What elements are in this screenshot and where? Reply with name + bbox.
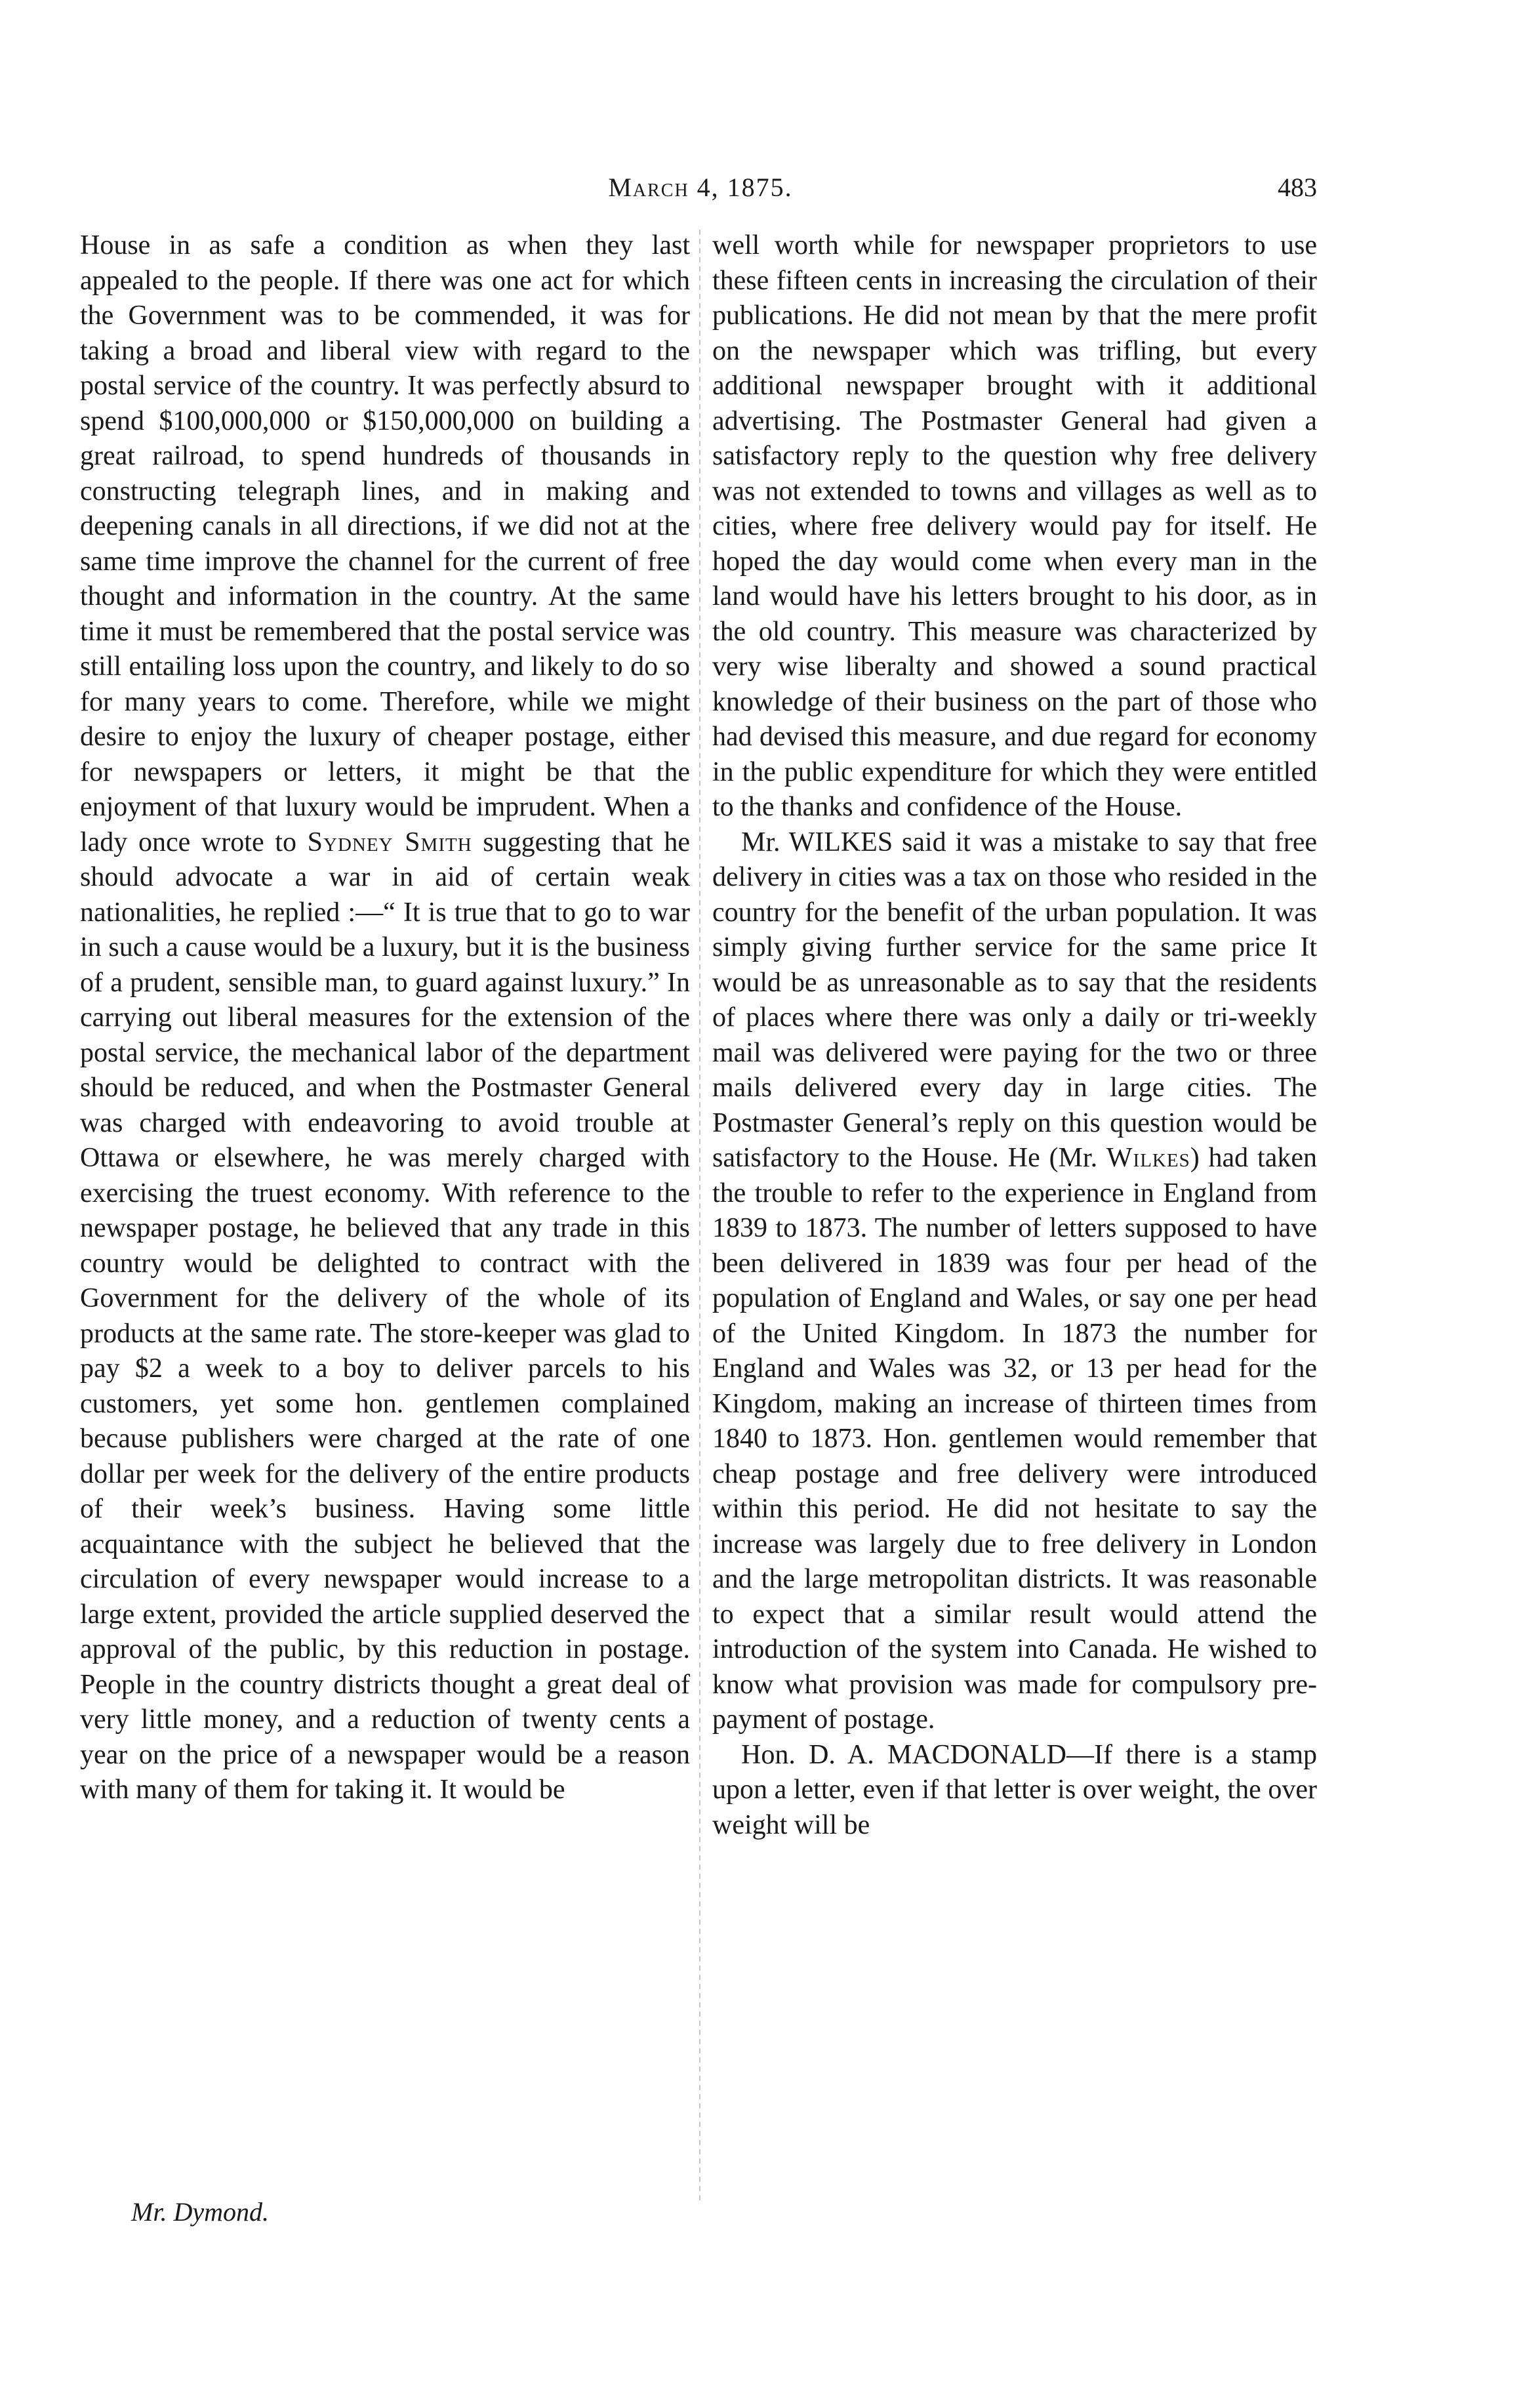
paragraph: well worth while for newspaper proprietors to use these fifteen cents in increasing the circulation of their publications. He did not mean by that the mere profit on the newspaper which was trifling, but every additional newspaper brought with it additional advertising. The Postmaster General had given a satisfactory reply to the question why free delivery was not extended to towns and villages as well as to cities, where free delivery would pay for itself. He hoped the day would come when every man in the land would have his letters brought to his door, as in the old country. This measure was characterized by very wise liberalty and showed a sound practical knowledge of their business on the part of those who had devised this measure, and due regard for economy in the public expenditure for which they were entitled to the thanks and confidence of the House. — [712, 230, 1317, 822]
page-header — [84, 172, 1317, 211]
right-column — [712, 228, 1317, 1843]
paragraph: Hon. D. A. MACDONALD—If there is a stamp upon a letter, even if that letter is over weight, the over weight will be — [712, 1739, 1317, 1840]
paragraph — [80, 228, 690, 1808]
speaker-name: Wilkes — [1106, 1143, 1190, 1173]
running-speaker-footer: Mr. Dymond. — [131, 2197, 269, 2227]
header-date: March 4, 1875. — [608, 173, 793, 202]
paragraph-text: Mr. WILKES said it was a mistake to say that free delivery in cities was a tax on those who resided in the country for the benefit of the urban population. It was simply giving further service for the same price It would be as unreasonable as to say that the residents of places where there was only a daily or tri-weekly mail was delivered were paying for the two or three mails delivered every day in large cities. The Postmaster General’s reply on this question would be satisfactory to the House. He (Mr. — [712, 827, 1317, 1173]
speaker-name: Sydney Smith — [307, 827, 472, 857]
page-number: 483 — [1278, 173, 1317, 202]
paragraph-text: suggesting that he should advocate a war in aid of certain weak nationalities, he replied :—“ It is true that to go to war in such a cause would be a luxury, but it is the business of a prudent, sensible man, to guard against luxury.” In carrying out liberal measures for the extension of the postal service, the mechanical labor of the department should be reduced, and when the Postmaster General was charged with endeavoring to avoid trouble at Ottawa or elsewhere, he was merely charged with exercising the truest economy. With reference to the newspaper postage, he believed that any trade in this country would be delighted to contract with the Government for the delivery of the whole of its products at the same rate. The store-keeper was glad to pay $2 a week to a boy to deliver parcels to his customers, yet some hon. gentlemen complained because publishers were charged at the rate of one dollar per week for the delivery of the entire products of their week’s business. Having some little acquaintance with the subject he believed that the circulation of every newspaper would increase to a large extent, provided the article supplied deserved the approval of the public, by this reduction in postage. People in the country districts thought a great deal of very little money, and a reduction of twenty cents a year on the price of a newspaper would be a reason with many of them for taking it. It would be — [80, 827, 690, 1805]
paragraph-text: ) had taken the trouble to refer to the experience in England from 1839 to 1873. The number of letters supposed to have been delivered in 1839 was four per head of the population of England and Wales, or say one per head of the United Kingdom. In 1873 the number for England and Wales was 32, or 13 per head for the Kingdom, making an increase of thirteen times from 1840 to 1873. Hon. gentlemen would remember that cheap postage and free delivery were introduced within this period. He did not hesitate to say the increase was largely due to free delivery in London and the large metropolitan districts. It was reasonable to expect that a similar result would attend the introduction of the system into Canada. He wished to know what provision was made for compulsory pre-payment of postage. — [712, 1143, 1317, 1735]
left-column — [80, 228, 690, 1808]
column-divider — [699, 230, 700, 2204]
paragraph — [712, 825, 1317, 1738]
paragraph-text: House in as safe a condition as when they last appealed to the people. If there was one act for which the Government was to be commended, it was for taking a broad and liberal view with regard to the postal service of the country. It was perfectly absurd to spend $100,000,000 or $150,000,000 on building a great railroad, to spend hundreds of thousands in constructing telegraph lines, and in making and deepening canals in all directions, if we did not at the same time improve the channel for the current of free thought and information in the country. At the same time it must be remembered that the postal service was still entailing loss upon the country, and likely to do so for many years to come. Therefore, while we might desire to enjoy the luxury of cheaper postage, either for newspapers or letters, it might be that the enjoyment of that luxury would be imprudent. When a lady once wrote to — [80, 230, 690, 857]
